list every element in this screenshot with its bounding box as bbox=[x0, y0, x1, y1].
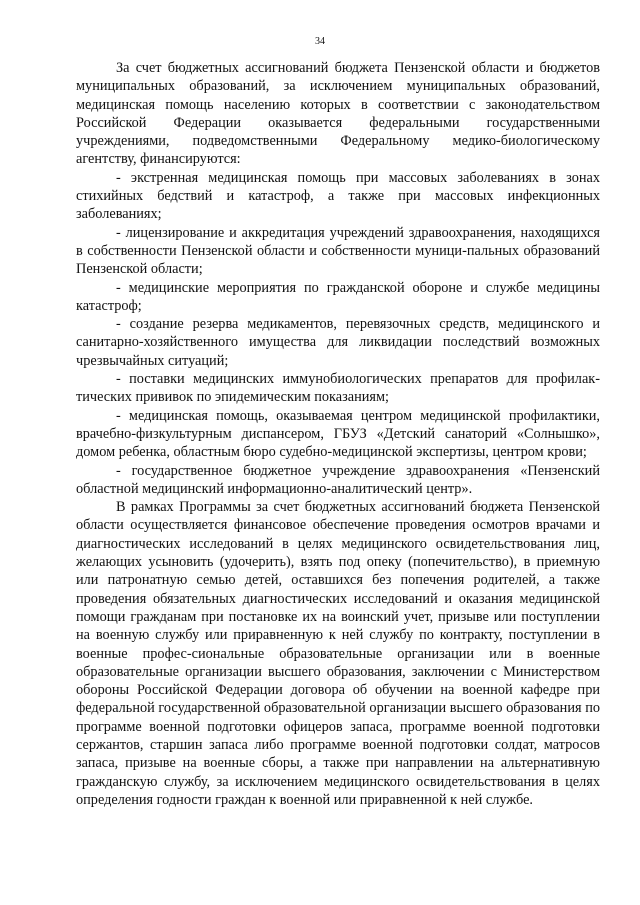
paragraph-funding-intro: За счет бюджетных ассигнований бюджета Пензенской области и бюджетов муниципальных образований, за исключением муниципальных образований, медицинская помощь населению которых в соответствии с законодательством Российской Федерации оказывается федеральными государственными учреждениями, подведомственными Федеральному медико-биологическому агентству, финансируются: bbox=[76, 60, 600, 168]
list-item-civil-defense: - медицинские мероприятия по гражданской обороне и службе медицины катастроф; bbox=[76, 279, 600, 314]
document-body bbox=[76, 59, 600, 809]
list-item-licensing: - лицензирование и аккредитация учреждений здравоохранения, находящихся в собственности Пензенской области и собственности муници-пальных образований Пензенской области; bbox=[76, 224, 600, 278]
list-item-info-center: - государственное бюджетное учреждение здравоохранения «Пензенский областной медицинский информационно-аналитический центр». bbox=[76, 462, 600, 497]
list-item-medical-centers: - медицинская помощь, оказываемая центром медицинской профилактики, врачебно-физкультурным диспансером, ГБУЗ «Детский санаторий «Солнышко», домом ребенка, областным бюро судебно-медицинской экспертизы, центром крови; bbox=[76, 407, 600, 461]
list-item-immunobiological: - поставки медицинских иммунобиологических препаратов для профилак-тических прививок по эпидемическим показаниям; bbox=[76, 371, 600, 406]
list-item-emergency-care: - экстренная медицинская помощь при массовых заболеваниях в зонах стихийных бедствий и катастроф, а также при массовых инфекционных заболеваниях; bbox=[76, 169, 600, 223]
paragraph-program-financing: В рамках Программы за счет бюджетных ассигнований бюджета Пензенской области осуществляется финансовое обеспечение проведения осмотров врачами и диагностических исследований в целях медицинского освидетельствования лиц, желающих усыновить (удочерить), взять под опеку (попечительство), в приемную или патронатную семью детей, оставшихся без попечения родителей, а также проведения обязательных диагностических исследований и оказания медицинской помощи гражданам при постановке их на воинский учет, призыве или поступлении на военную службу или приравненную к ней службу по контракту, поступлении в военные профес-сиональные образовательные организации или в военные образовательные организации высшего образования, заключении с Министерством обороны Российской Федерации договора об обучении на военной кафедре при федеральной государственной образовательной организации высшего образования по программе военной подготовки офицеров запаса, программе военной подготовки сержантов, старшин запаса либо программе военной подготовки солдат, матросов запаса, призыве на военные сборы, а также при направлении на альтернативную гражданскую службу, за исключением медицинского освидетельствования в целях определения годности граждан к военной или приравненной к ней службе. bbox=[76, 499, 600, 808]
page-number: 34 bbox=[315, 36, 325, 47]
list-item-reserve: - создание резерва медикаментов, перевязочных средств, медицинского и санитарно-хозяйственного имущества для ликвидации последствий возможных чрезвычайных ситуаций; bbox=[76, 316, 600, 369]
